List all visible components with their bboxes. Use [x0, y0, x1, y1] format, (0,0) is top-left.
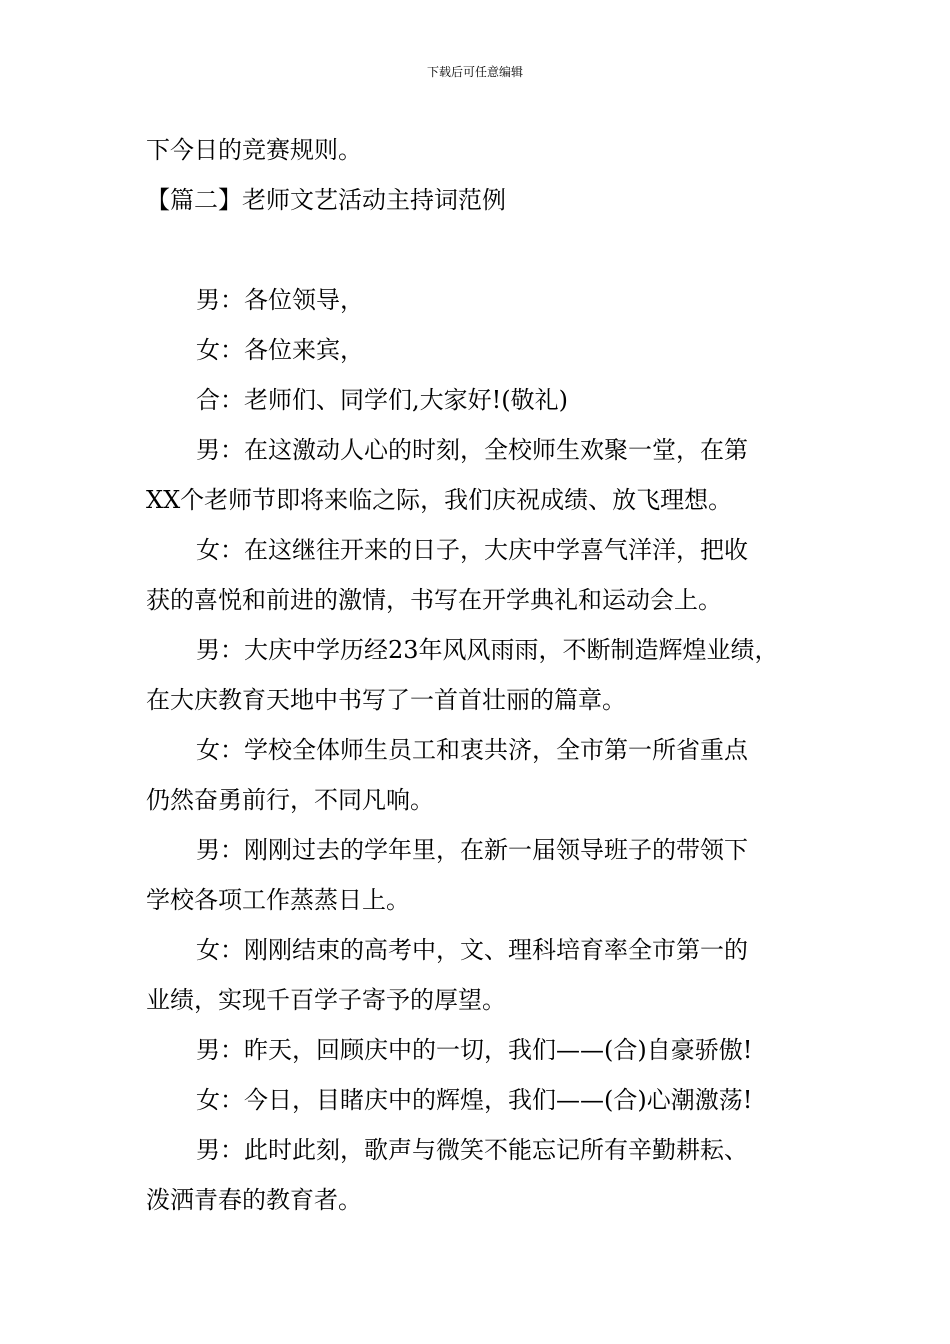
dialogue-line-wrap: 泼洒青春的教育者。 — [146, 1186, 362, 1214]
dialogue-line-wrap: 在大庆教育天地中书写了一首首壮丽的篇章。 — [146, 686, 626, 714]
dialogue-line: 合：老师们、同学们,大家好!(敬礼) — [196, 386, 568, 414]
dialogue-line-wrap: 获的喜悦和前进的激情，书写在开学典礼和运动会上。 — [146, 586, 722, 614]
dialogue-line: 男：在这激动人心的时刻，全校师生欢聚一堂，在第 — [196, 436, 748, 464]
dialogue-line: 男：昨天，回顾庆中的一切，我们——(合)自豪骄傲! — [196, 1036, 753, 1064]
dialogue-line: 女：今日，目睹庆中的辉煌，我们——(合)心潮激荡! — [196, 1086, 753, 1114]
page-header: 下载后可任意编辑 — [426, 65, 523, 79]
dialogue-line: 女：在这继往开来的日子，大庆中学喜气洋洋，把收 — [196, 536, 748, 564]
dialogue-line: 男：此时此刻，歌声与微笑不能忘记所有辛勤耕耘、 — [196, 1136, 748, 1164]
dialogue-line: 男：各位领导， — [196, 286, 364, 314]
dialogue-line-wrap: 业绩，实现千百学子寄予的厚望。 — [146, 986, 506, 1014]
dialogue-line: 女：各位来宾， — [196, 336, 364, 364]
dialogue-line-wrap: XX个老师节即将来临之际，我们庆祝成绩、放飞理想。 — [146, 486, 733, 514]
section-title: 【篇二】老师文艺活动主持词范例 — [146, 186, 506, 214]
dialogue-line: 男：刚刚过去的学年里，在新一届领导班子的带领下 — [196, 836, 748, 864]
dialogue-line: 女：学校全体师生员工和衷共济，全市第一所省重点 — [196, 736, 748, 764]
dialogue-line-wrap: 学校各项工作蒸蒸日上。 — [146, 886, 410, 914]
dialogue-line: 男：大庆中学历经23年风风雨雨，不断制造辉煌业绩， — [196, 636, 779, 664]
dialogue-line: 女：刚刚结束的高考中，文、理科培育率全市第一的 — [196, 936, 748, 964]
dialogue-line-wrap: 仍然奋勇前行，不同凡响。 — [146, 786, 434, 814]
body-line-continuation: 下今日的竞赛规则。 — [146, 136, 362, 164]
